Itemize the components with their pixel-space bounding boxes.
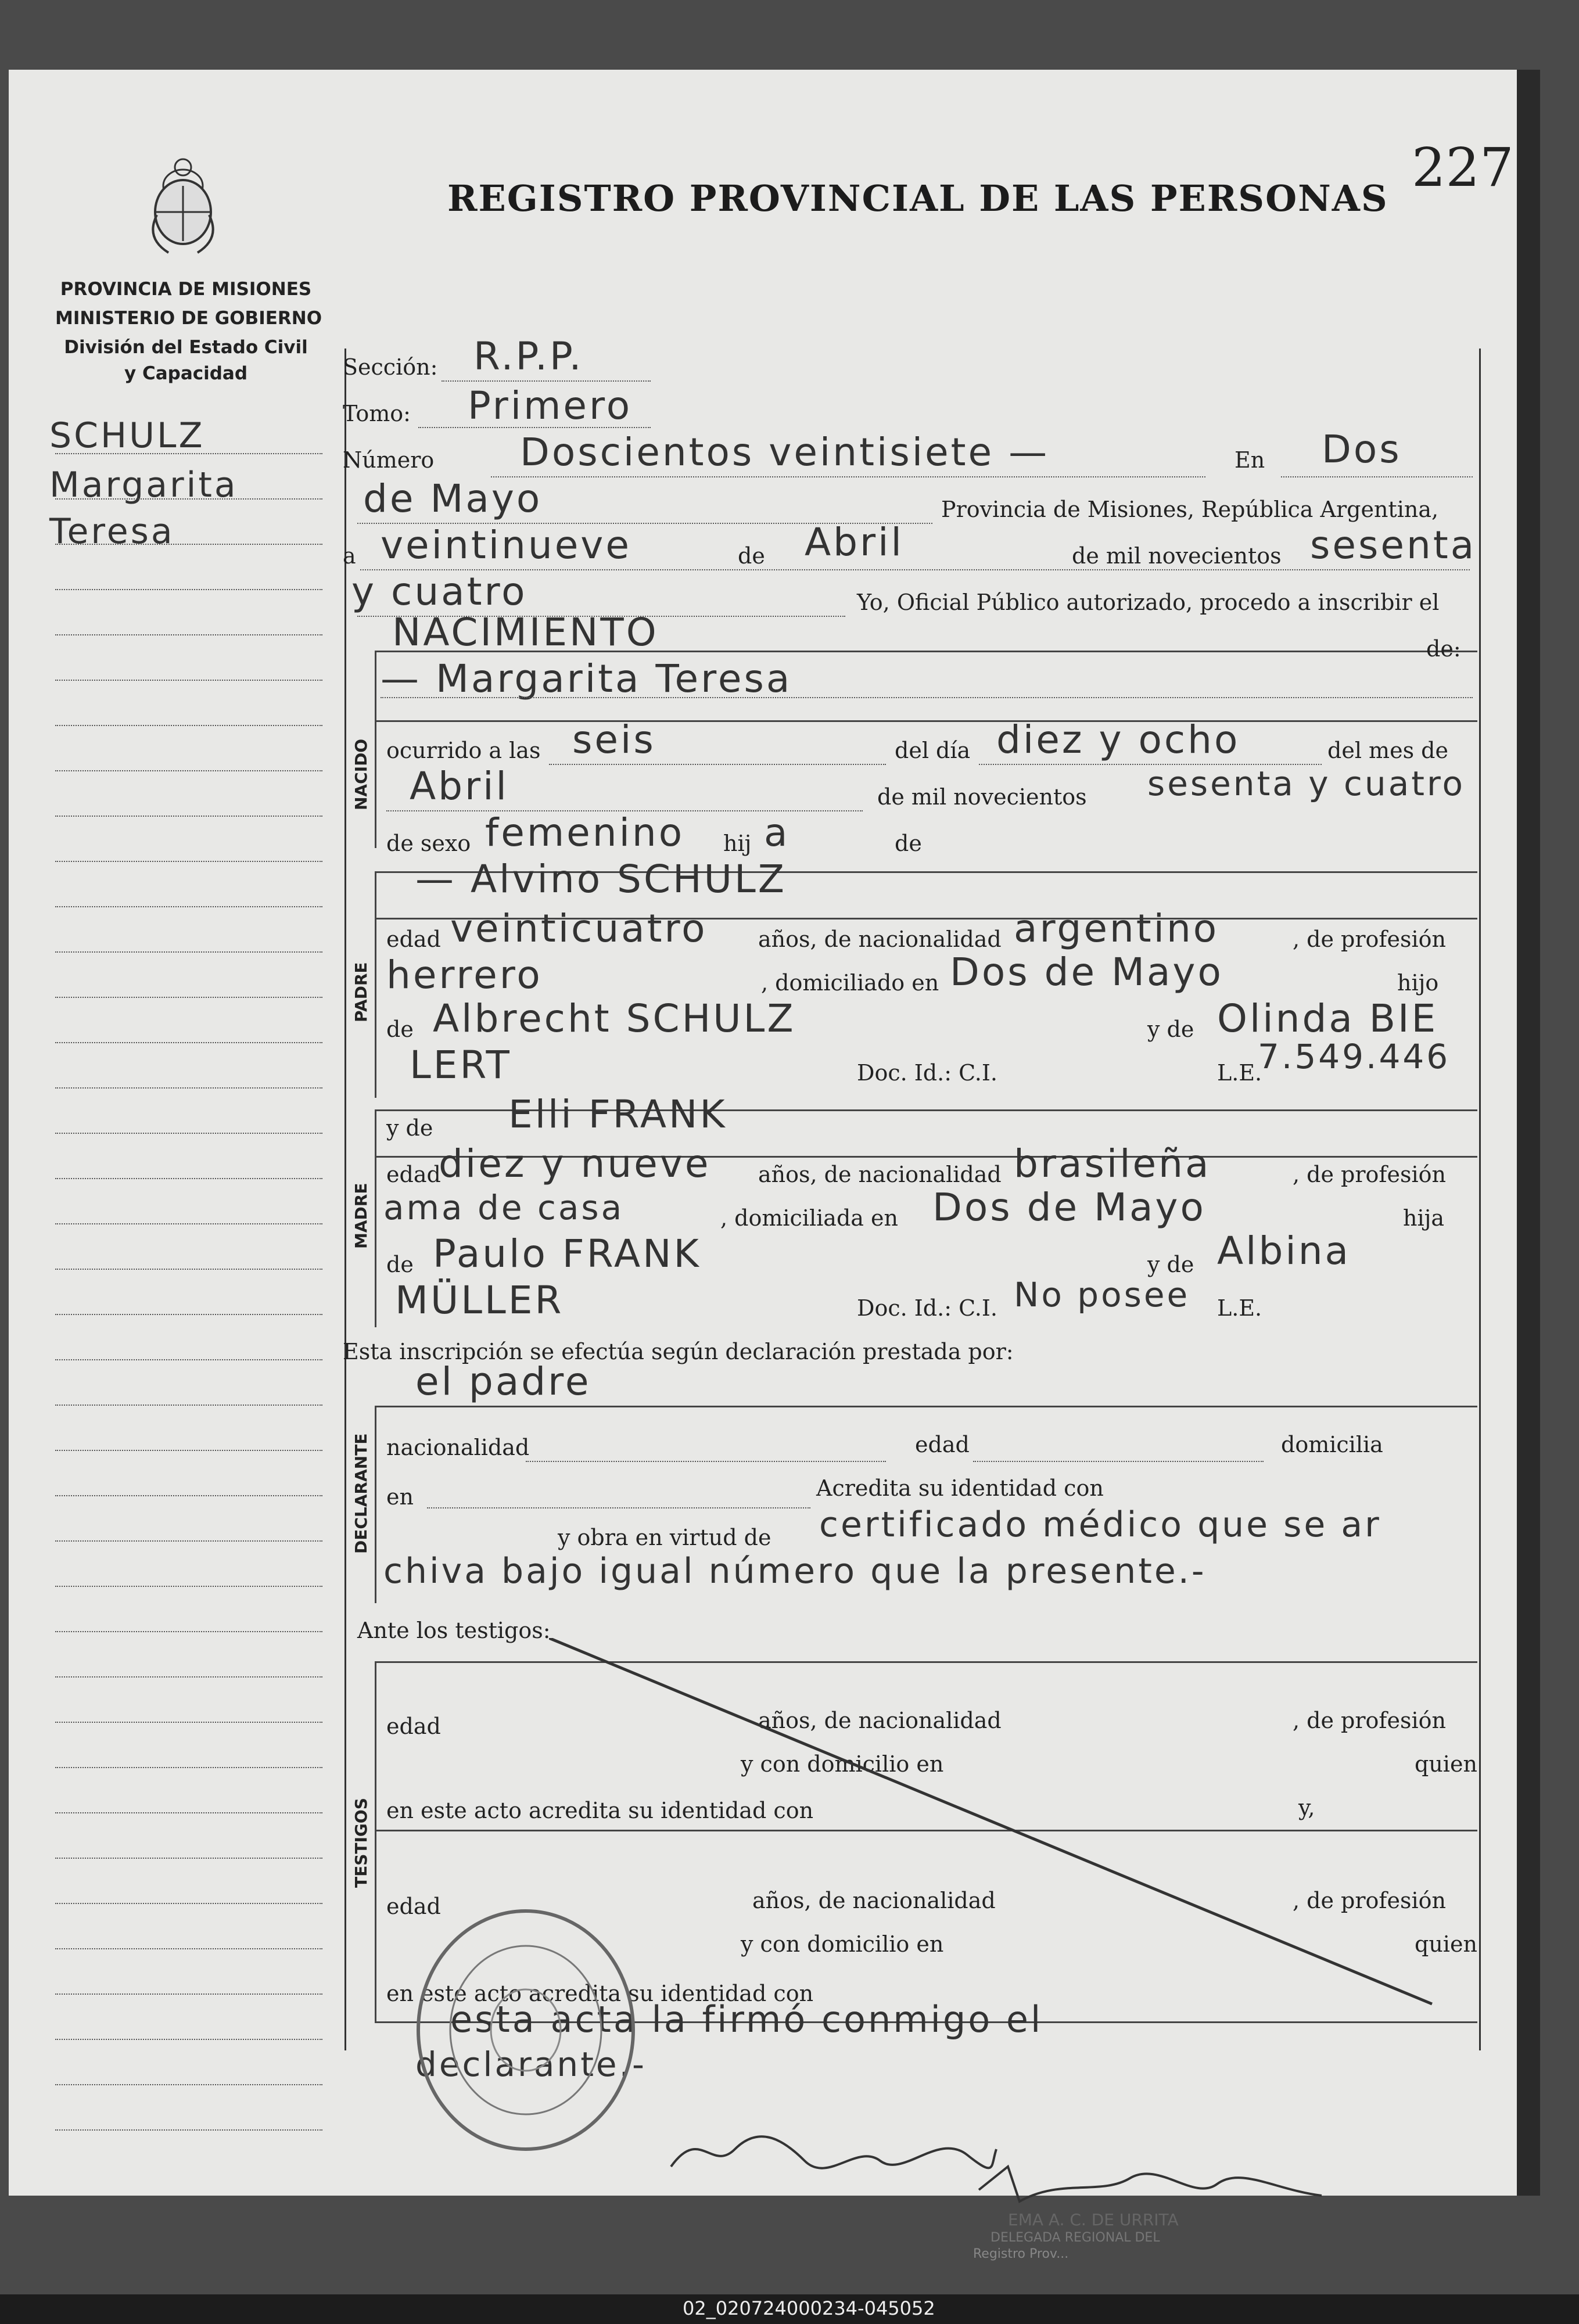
de-colon-label: de:: [1426, 636, 1461, 662]
del-dia-label: del día: [895, 738, 971, 763]
del-mes-label: del mes de: [1327, 738, 1448, 763]
lugar-value: de Mayo: [363, 476, 543, 521]
madre-edad-label: edad: [386, 1162, 441, 1187]
strike-line: [549, 1638, 1438, 2010]
margin-line: [55, 1767, 322, 1768]
declarante-divider: [375, 1406, 376, 1603]
de3-label: de: [386, 1016, 414, 1042]
madre-prof-label: , de profesión: [1293, 1162, 1446, 1187]
de4-label: de: [386, 1252, 414, 1277]
margin-line: [55, 1812, 322, 1813]
madre-prof-value: ama de casa: [383, 1188, 625, 1227]
margin-line: [55, 2039, 322, 2040]
oficial-title: DELEGADA REGIONAL DEL: [991, 2230, 1160, 2245]
nacido-divider: [375, 651, 376, 848]
le-label: L.E.: [1217, 1060, 1262, 1086]
margin-line: [55, 861, 322, 862]
padre-le-value: 7.549.446: [1258, 1037, 1451, 1076]
padre-divider: [375, 871, 376, 1098]
madre-anos-label: años, de nacionalidad: [758, 1162, 1002, 1187]
margin-line: [55, 1178, 322, 1179]
footer-id: 02_020724000234-045052: [683, 2297, 935, 2319]
madre-nac-value: brasileña: [1014, 1141, 1211, 1186]
oficial-office: Registro Prov...: [973, 2247, 1069, 2261]
page-number: 227: [1412, 137, 1514, 199]
official-seal-icon: [412, 1905, 639, 2155]
padre-prof-value: herrero: [386, 953, 543, 997]
margin-name1: Margarita: [49, 465, 238, 505]
header-province: PROVINCIA DE MISIONES: [60, 279, 312, 300]
margin-line: [55, 680, 322, 681]
abuela-value: Olinda BIE: [1217, 996, 1438, 1041]
margin-line: [55, 906, 322, 907]
margin-line: [55, 1495, 322, 1496]
sexo-value: femenino: [485, 810, 685, 855]
madre-dom-value: Dos de Mayo: [932, 1185, 1206, 1230]
tomo-value: Primero: [468, 383, 633, 428]
margin-line: [55, 1359, 322, 1360]
margin-line: [55, 634, 322, 635]
inscripcion-label: Esta inscripción se efectúa según declaración prestada por:: [343, 1339, 1014, 1364]
hija-label: hija: [1403, 1205, 1445, 1231]
rule: [418, 427, 651, 428]
rule: [375, 720, 1477, 722]
hora-value: seis: [572, 717, 656, 762]
document-title: REGISTRO PROVINCIAL DE LAS PERSONAS: [447, 177, 1388, 220]
margin-line: [55, 453, 322, 454]
margin-line: [55, 1042, 322, 1043]
mes-nac-value: Abril: [410, 764, 509, 809]
madre-label: MADRE: [351, 1183, 371, 1249]
provincia-label: Provincia de Misiones, República Argentina,: [941, 497, 1439, 522]
t2-dom-label: y con domicilio en: [741, 1931, 944, 1957]
padre-name-value: — Alvino SCHULZ: [415, 857, 787, 901]
margin-line: [55, 1087, 322, 1089]
t2-prof-label: , de profesión: [1293, 1888, 1446, 1913]
abuelo-value: Albrecht SCHULZ: [433, 996, 796, 1041]
hij-value: a: [764, 810, 790, 855]
t1-prof-label: , de profesión: [1293, 1708, 1446, 1733]
signature-declarante: [665, 2120, 1002, 2184]
padre-label: PADRE: [351, 962, 371, 1022]
margin-line: [55, 589, 322, 590]
t1-dom-label: y con domicilio en: [741, 1751, 944, 1777]
numero-value: Doscientos veintisiete —: [520, 430, 1050, 475]
margin-line: [55, 498, 322, 500]
padre-nac-value: argentino: [1014, 906, 1219, 951]
ano2-value: y cuatro: [351, 569, 527, 614]
margin-line: [55, 1314, 322, 1315]
seccion-value: R.P.P.: [473, 334, 584, 379]
acredita-label: Acredita su identidad con: [816, 1475, 1104, 1501]
edad-label: edad: [386, 926, 441, 952]
y-de2-label: y de: [1147, 1252, 1194, 1277]
margin-line: [55, 725, 322, 726]
document-page: [9, 70, 1540, 2261]
margin-line: [55, 1903, 322, 1904]
margin-line: [55, 2084, 322, 2085]
margin-line: [55, 997, 322, 998]
obra1-value: certificado médico que se ar: [819, 1504, 1381, 1545]
domiciliado-label: , domiciliado en: [761, 970, 939, 996]
header-capacidad: y Capacidad: [124, 363, 248, 384]
hijo-label: hijo: [1397, 970, 1439, 996]
dia-value: veintinueve: [381, 523, 631, 567]
en-value: Dos: [1322, 427, 1402, 472]
margin-line: [55, 544, 322, 545]
a-label: a: [343, 543, 356, 569]
margin-line: [55, 770, 322, 771]
tomo-label: Tomo:: [343, 401, 411, 426]
t1-quien-label: quien: [1415, 1751, 1477, 1777]
de-mil-label: de mil novecientos: [877, 784, 1087, 810]
margin-line: [55, 1540, 322, 1542]
testigos-label: TESTIGOS: [351, 1798, 371, 1888]
margin-name2: Teresa: [49, 511, 175, 552]
nacionalidad-label: nacionalidad: [386, 1435, 530, 1460]
ocurrido-label: ocurrido a las: [386, 738, 541, 763]
doc-label: Doc. Id.: C.I.: [857, 1060, 997, 1086]
t2-acto-label: en este acto acredita su identidad con: [386, 1981, 814, 2006]
rule: [1281, 476, 1473, 477]
margin-line: [55, 1133, 322, 1134]
margin-line: [55, 1269, 322, 1270]
ano-nac-value: sesenta y cuatro: [1147, 764, 1466, 803]
oficial-label: Yo, Oficial Público autorizado, procedo a inscribir el: [857, 590, 1440, 615]
t1-acto-label: en este acto acredita su identidad con: [386, 1798, 814, 1823]
rule: [491, 476, 1205, 477]
madre-divider: [375, 1109, 376, 1327]
margin-line: [55, 1405, 322, 1406]
acto-value: NACIMIENTO: [392, 610, 659, 655]
margin-line: [55, 1223, 322, 1224]
margin-line: [55, 1450, 322, 1451]
rule: [381, 697, 1473, 698]
ante-label: Ante los testigos:: [357, 1618, 551, 1643]
obra2-value: chiva bajo igual número que la presente.-: [383, 1551, 1207, 1592]
margin-line: [55, 1858, 322, 1859]
en-label: En: [1235, 447, 1265, 473]
ano-value: sesenta: [1310, 523, 1477, 567]
mil-label: de mil novecientos: [1072, 543, 1282, 569]
rule: [427, 1507, 810, 1508]
y-de-madre-label: y de: [386, 1115, 433, 1141]
margin-line: [55, 951, 322, 953]
madre-name-value: Elli FRANK: [508, 1092, 727, 1137]
signature-oficial: [973, 2155, 1333, 2219]
margin-surname: SCHULZ: [49, 415, 205, 456]
margin-line: [55, 1722, 322, 1723]
rule: [973, 1461, 1264, 1462]
sexo-label: de sexo: [386, 831, 471, 856]
le2-label: L.E.: [1217, 1295, 1262, 1321]
margin-line: [55, 816, 322, 817]
rule: [549, 764, 886, 765]
t1-edad-label: edad: [386, 1714, 441, 1739]
margin-line: [55, 1586, 322, 1587]
doc2-label: Doc. Id.: C.I.: [857, 1295, 997, 1321]
abuelo-m-value: Paulo FRANK: [433, 1231, 701, 1276]
abuela2-value: LERT: [410, 1043, 512, 1087]
obra-label: y obra en virtud de: [558, 1525, 771, 1550]
domicilia-label: domicilia: [1281, 1432, 1383, 1457]
testigos-divider: [375, 1661, 376, 2021]
header-division: División del Estado Civil: [64, 337, 308, 358]
rule: [526, 1461, 886, 1462]
y-de-label: y de: [1147, 1016, 1194, 1042]
seccion-label: Sección:: [343, 354, 438, 380]
nombre-value: — Margarita Teresa: [381, 656, 792, 701]
t2-edad-label: edad: [386, 1894, 441, 1919]
t1-anos-label: años, de nacionalidad: [758, 1708, 1002, 1733]
padre-dom-value: Dos de Mayo: [950, 950, 1223, 994]
anos-nac-label: años, de nacionalidad: [758, 926, 1002, 952]
abuela-m2-value: MÜLLER: [395, 1278, 564, 1323]
hij-label: hij: [723, 831, 752, 856]
t1-y-label: y,: [1298, 1795, 1315, 1820]
de-label: de: [738, 543, 765, 569]
margin-line: [55, 2129, 322, 2131]
madre-ci-value: No posee: [1014, 1275, 1190, 1314]
padre-edad-value: veinticuatro: [450, 906, 708, 951]
nota2-value: declarante.-: [415, 2045, 647, 2084]
mes-value: Abril: [805, 520, 904, 565]
en2-label: en: [386, 1484, 414, 1510]
abuela-m-value: Albina: [1217, 1229, 1351, 1273]
margin-line: [55, 1631, 322, 1632]
numero-label: Número: [343, 447, 435, 473]
madre-edad-value: diez y nueve: [439, 1141, 711, 1186]
t2-anos-label: años, de nacionalidad: [752, 1888, 996, 1913]
coat-of-arms-icon: [134, 145, 232, 261]
declarante-label: DECLARANTE: [351, 1433, 371, 1554]
margin-line: [55, 1993, 322, 1995]
domiciliada-label: , domiciliada en: [720, 1205, 898, 1231]
dia-nac-value: diez y ocho: [996, 717, 1240, 762]
profesion-label: , de profesión: [1293, 926, 1446, 952]
margin-line: [55, 1948, 322, 1949]
margin-line: [55, 1676, 322, 1678]
oficial-name: EMA A. C. DE URRITA: [1008, 2210, 1179, 2229]
declarante-value: el padre: [415, 1359, 591, 1404]
header-ministry: MINISTERIO DE GOBIERNO: [55, 308, 322, 329]
edad2-label: edad: [915, 1432, 970, 1457]
rule: [375, 1406, 1477, 1407]
nacido-label: NACIDO: [351, 738, 371, 810]
nota1-value: esta acta la firmó conmigo el: [450, 1998, 1043, 2041]
t2-quien-label: quien: [1415, 1931, 1477, 1957]
rule: [442, 380, 651, 382]
de2-label: de: [895, 831, 922, 856]
